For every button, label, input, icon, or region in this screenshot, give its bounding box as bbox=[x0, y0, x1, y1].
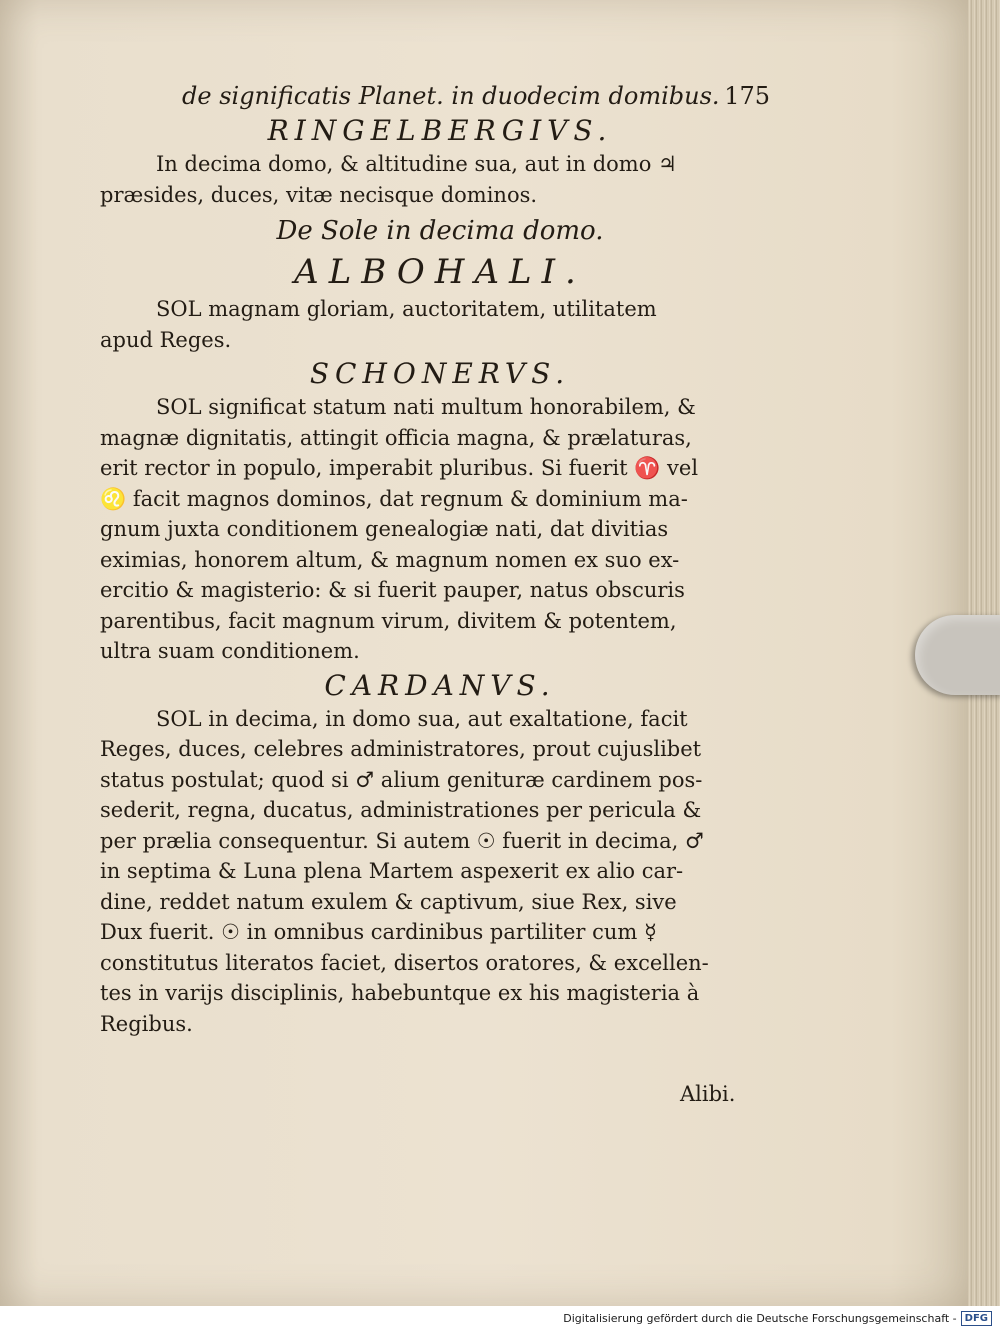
section-paragraph bbox=[100, 704, 780, 1040]
running-head bbox=[100, 82, 780, 110]
text-line: parentibus, facit magnum virum, divitem & potentem, bbox=[100, 608, 677, 633]
section-heading: RINGELBERGIVS. bbox=[267, 114, 613, 147]
page-clip bbox=[915, 615, 1000, 695]
footer-credit-text: Digitalisierung gefördert durch die Deutsche Forschungsgemeinschaft - bbox=[563, 1311, 957, 1325]
text-line: Regibus. bbox=[100, 1011, 193, 1036]
text-line: Dux fuerit. ☉ in omnibus cardinibus partiliter cum ☿ bbox=[100, 920, 657, 944]
text-line: ultra suam conditionem. bbox=[100, 639, 360, 663]
text-line: gnum juxta conditionem genealogiæ nati, dat divitias bbox=[100, 517, 669, 541]
text-line: eximias, honorem altum, & magnum nomen ex suo ex- bbox=[100, 547, 680, 572]
chapter-subheading: De Sole in decima domo. bbox=[276, 216, 604, 246]
running-head-title: de significatis Planet. in duodecim domibus. bbox=[182, 82, 720, 110]
page-number: 175 bbox=[724, 82, 770, 110]
section-paragraph bbox=[100, 392, 780, 667]
text-line: magnæ dignitatis, attingit officia magna, & prælaturas, bbox=[100, 425, 692, 450]
text-line: In decima domo, & altitudine sua, aut in domo ♃ bbox=[156, 152, 677, 176]
text-line: tes in varijs disciplinis, habebuntque ex his magisteria à bbox=[100, 981, 700, 1005]
text-line: per prælia consequentur. Si autem ☉ fuerit in decima, ♂ bbox=[100, 828, 704, 853]
section-heading: CARDANVS. bbox=[324, 668, 556, 702]
section-heading: ALBOHALI. bbox=[294, 252, 586, 292]
text-line: constitutus literatos faciet, disertos oratores, & excellen- bbox=[100, 950, 709, 975]
section-heading: SCHONERVS. bbox=[309, 357, 571, 390]
text-line: dine, reddet natum exulem & captivum, siue Rex, sive bbox=[100, 889, 677, 914]
text-line: SOL magnam gloriam, auctoritatem, utilitatem bbox=[156, 297, 657, 321]
dfg-logo: DFG bbox=[961, 1311, 992, 1326]
text-line: ♌ facit magnos dominos, dat regnum & dominium ma- bbox=[100, 486, 688, 511]
text-line: status postulat; quod si ♂ alium genituræ cardinem pos- bbox=[100, 767, 703, 792]
section-paragraph bbox=[100, 294, 780, 355]
text-line: apud Reges. bbox=[100, 327, 232, 352]
text-line: SOL in decima, in domo sua, aut exaltatione, facit bbox=[156, 706, 688, 731]
digitization-footer bbox=[0, 1306, 1000, 1330]
text-line: erit rector in populo, imperabit pluribus. Si fuerit ♈ vel bbox=[100, 456, 699, 480]
text-line: sederit, regna, ducatus, administrationes per pericula & bbox=[100, 798, 702, 822]
text-line: ercitio & magisterio: & si fuerit pauper, natus obscuris bbox=[100, 578, 685, 602]
text-line: in septima & Luna plena Martem aspexerit ex alio car- bbox=[100, 859, 684, 883]
text-line: præsides, duces, vitæ necisque dominos. bbox=[100, 182, 538, 207]
section-paragraph bbox=[100, 149, 780, 210]
page-text bbox=[100, 82, 780, 1039]
text-line: SOL significat statum nati multum honorabilem, & bbox=[156, 395, 696, 419]
catchword: Alibi. bbox=[680, 1082, 736, 1106]
text-line: Reges, duces, celebres administratores, prout cujuslibet bbox=[100, 737, 702, 761]
